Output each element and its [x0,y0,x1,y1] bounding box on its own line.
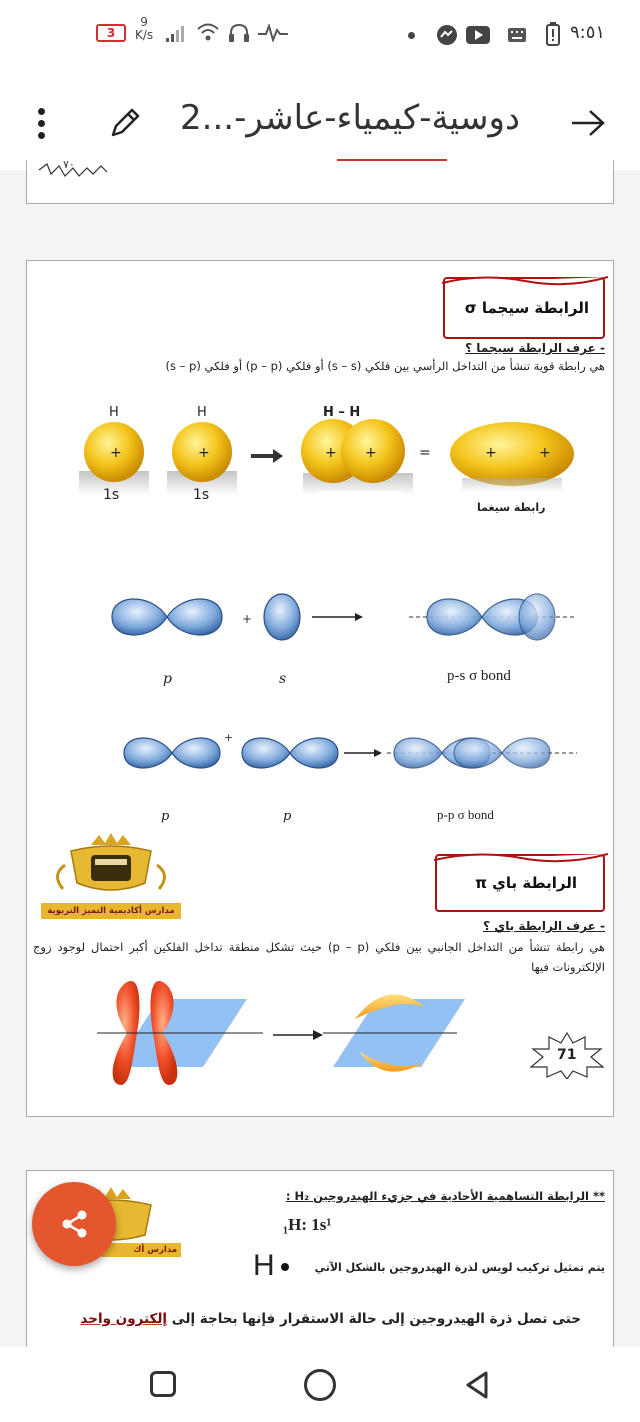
sigma-question: - عرف الرابطة سيجما ؟ [465,341,605,355]
edit-pencil-icon[interactable] [108,106,142,140]
home-button[interactable] [304,1369,336,1401]
pi-question: - عرف الرابطة باي ؟ [483,919,605,933]
hh-label: H – H [323,405,361,420]
more-options-icon[interactable] [36,106,46,142]
scroll-edge-decoration [434,850,608,864]
status-bar [0,0,640,70]
svg-text:+: + [224,731,234,744]
stability-text: حتى تصل ذرة الهيدروجين إلى حالة الاستقرار فإنها بحاجة إلى إلكترون واحد [80,1311,581,1327]
ps-bond-label: p-s σ bond [447,668,511,684]
plus-overlap-1: + [325,445,337,461]
plus-overlap-2: + [365,445,377,461]
page-70-bottom [26,160,614,204]
pp-sigma-diagram [112,721,582,791]
h-label-2: H [197,405,207,420]
plus-atom-1: + [110,445,122,461]
plus-ellipse-2: + [539,445,551,461]
network-speed: 9 K/s [135,15,154,42]
page-71-number: 71 [557,1047,577,1063]
headphones-icon [228,23,250,43]
h-label-1: H [109,405,119,420]
scroll-edge-decoration [442,273,608,287]
equals-sign: = [419,445,431,461]
activity-icon [258,24,288,42]
h2-heading: ** الرابطة التساهمية الأحادية في جزيء الهيدروجين H₂ : [285,1189,605,1203]
ps-p-label: p [163,671,172,687]
share-icon [60,1209,90,1239]
pp-p2-label: p [283,809,292,824]
signal-icon [166,26,188,42]
sim-badge: 3 [96,24,126,42]
battery-alert-icon [546,22,560,46]
sigma-definition: هي رابطة قوية تنشأ من التداخل الرأسي بين فلكي (s – s) أو فلكي (p – p) أو فلكي (s – p) [165,359,605,373]
notification-dot [408,32,415,39]
sigma-title-box [443,277,605,339]
messenger-icon [436,24,458,46]
keyboard-icon [508,28,526,42]
status-time: ٩:٥١ [570,22,606,43]
app-bar [0,70,640,170]
wifi-icon [196,22,220,42]
share-button[interactable] [32,1182,116,1266]
page-71 [26,260,614,1117]
lewis-dot [281,1263,289,1271]
page-70-red-line [337,159,447,161]
page-72 [26,1170,614,1360]
academy-logo-small-text: مدارس أك [101,1243,181,1257]
ps-s-label: s [279,671,287,687]
page-number-burst [35,160,115,188]
orbital-1s-label-b: 1s [193,487,210,503]
pp-p1-label: p [161,809,170,824]
academy-logo-text: مدارس أكاديمية التميز التربوية [41,903,181,919]
back-button[interactable] [462,1369,492,1401]
crown-trophy-icon [41,831,181,903]
document-title: دوسية-كيمياء-عاشر-...2 [180,98,521,138]
pi-overlap-diagram [87,979,467,1087]
pp-bond-label: p-p σ bond [437,807,494,822]
sigma-bond-label: رابطة سيغما [477,501,546,514]
lewis-text: يتم تمثيل تركيب لويس لذرة الهيدروجين بالشكل الآتي [314,1261,605,1274]
h-electron-config: ₁H: 1s¹ [283,1215,332,1234]
plus-atom-2: + [198,445,210,461]
svg-text:+: + [242,612,253,626]
pi-definition: هي رابطة تنشأ من التداخل الجانبي بين فلكي (p – p) حيث تشكل منطقة تداخل الفلكين أكبر احتمال لوجود زوج الإلكترونات فيها [33,940,606,974]
pi-title: الرابطة باي π [475,874,577,892]
academy-logo [41,831,181,923]
pi-title-box [435,854,605,912]
plus-ellipse-1: + [485,445,497,461]
navigation-bar [0,1347,640,1422]
stability-highlight: إلكترون واحد [80,1311,168,1327]
youtube-icon [466,26,490,44]
recent-apps-button[interactable] [150,1371,176,1397]
sigma-title: الرابطة سيجما σ [464,299,589,317]
orbital-1s-label-a: 1s [103,487,120,503]
page-70-number: ٧٠ [63,158,75,171]
document-viewer[interactable] [0,158,640,1347]
lewis-symbol: H [253,1249,289,1283]
back-arrow-icon[interactable] [570,108,606,138]
ps-sigma-diagram [97,581,577,661]
